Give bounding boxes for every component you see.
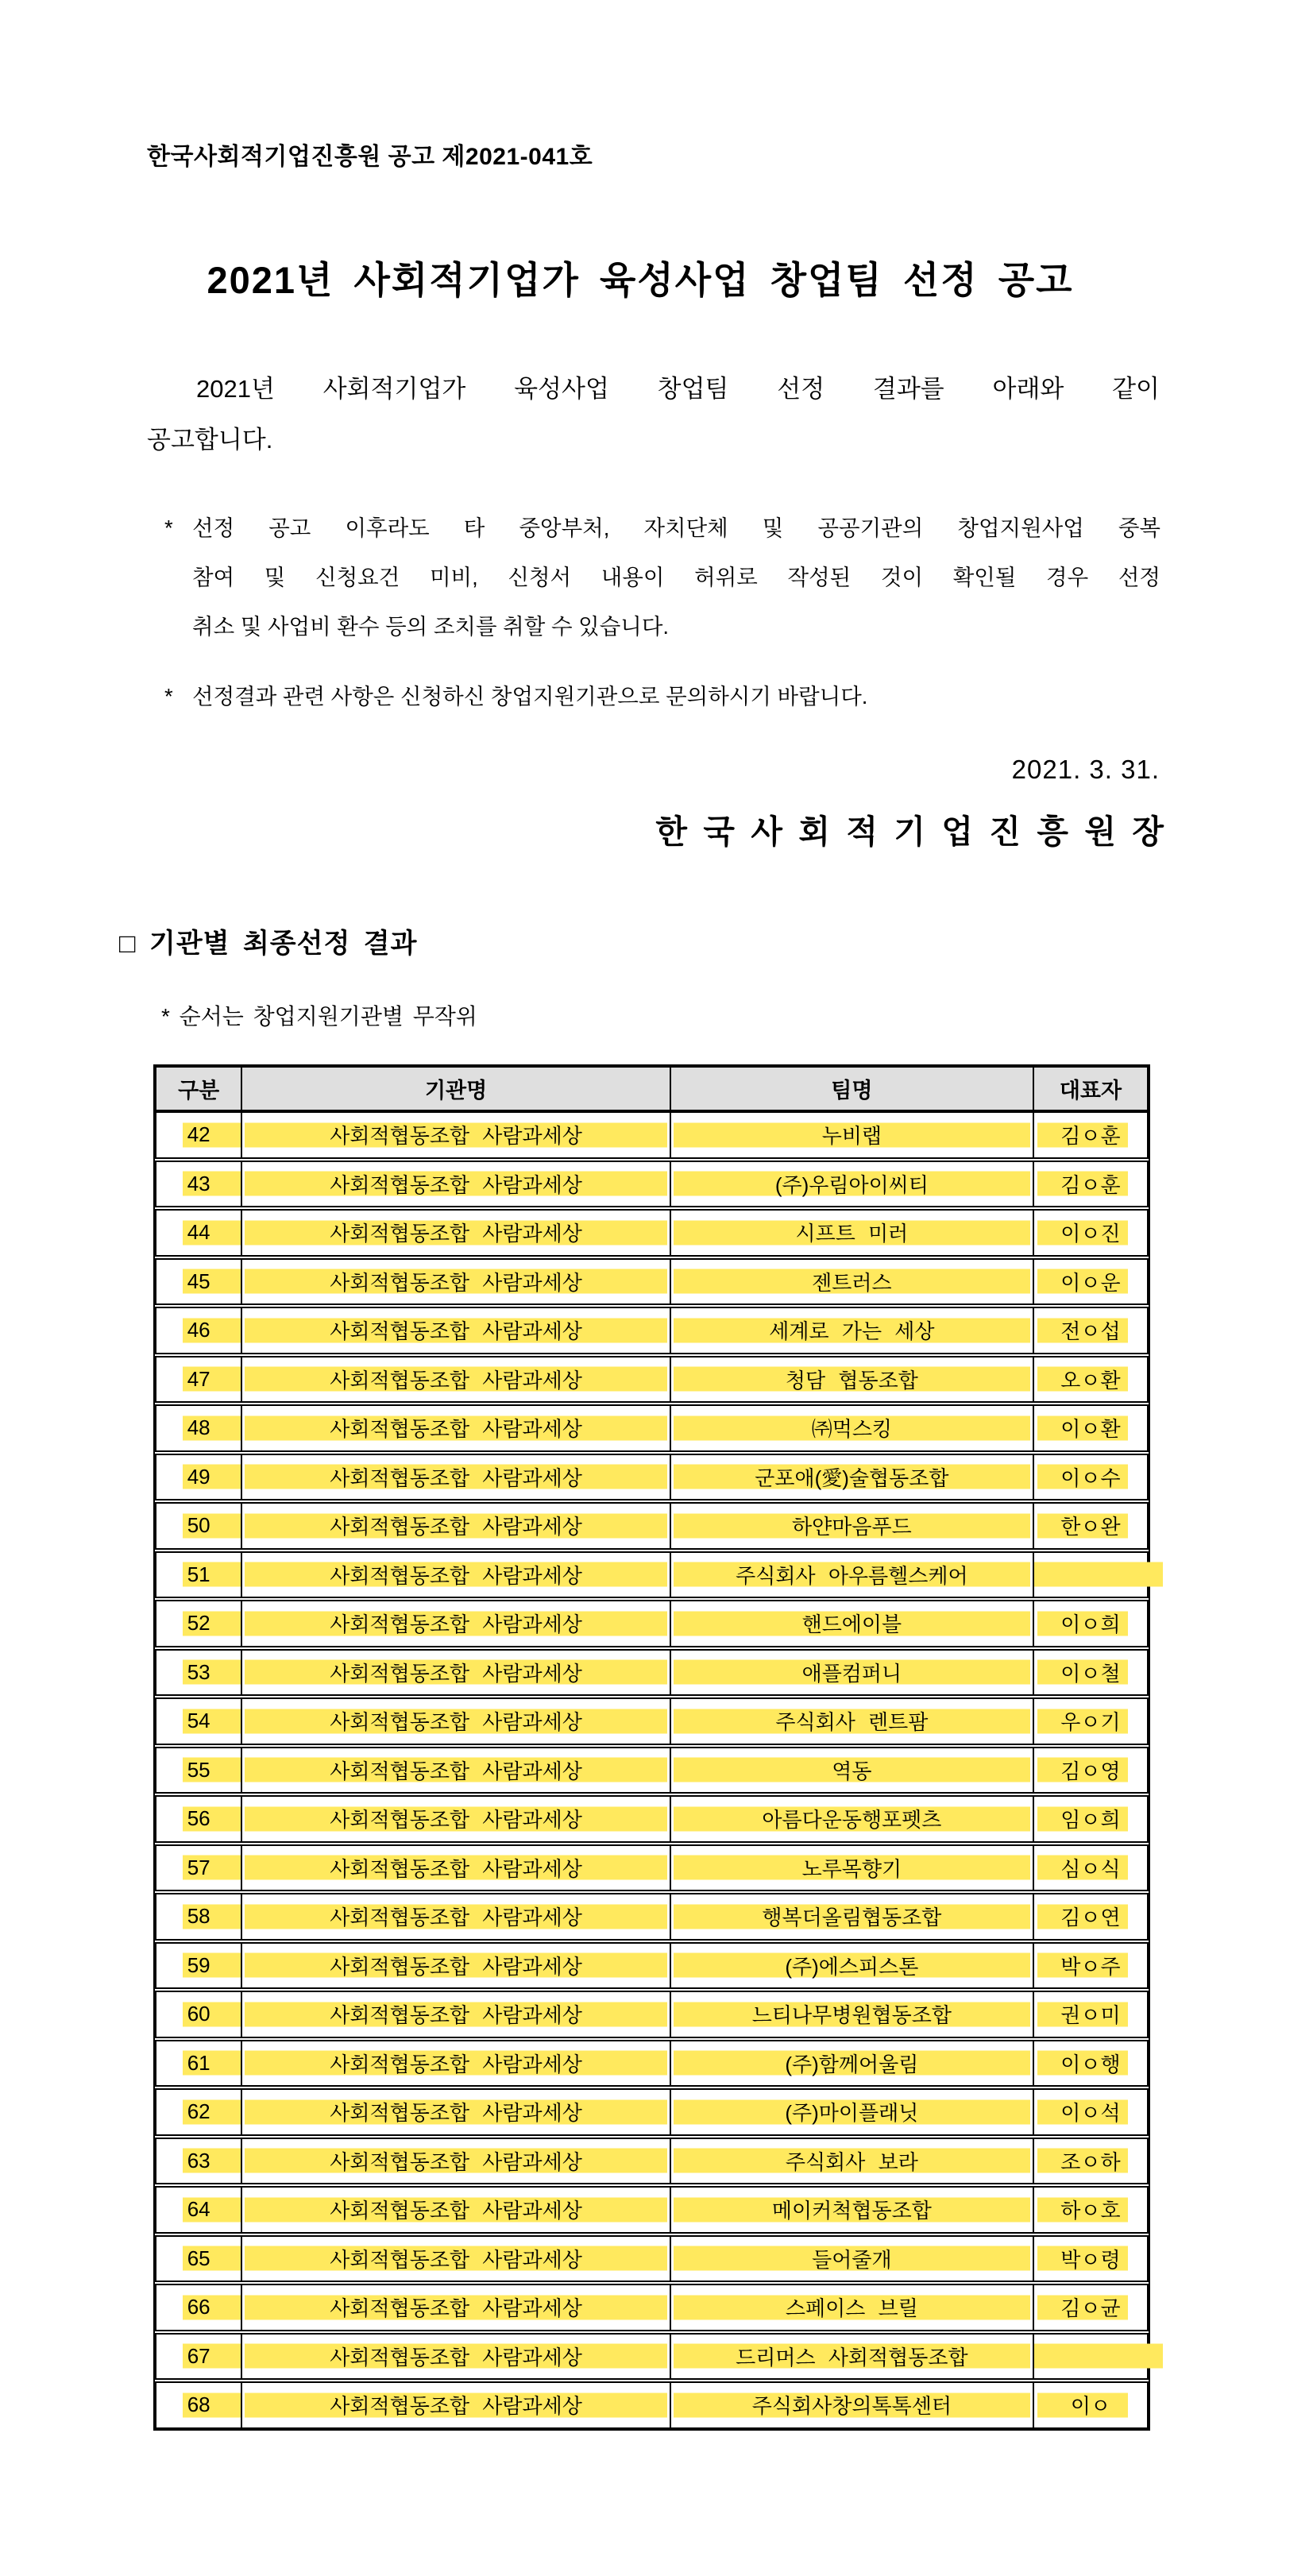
cell-team: (주)함께어울림 bbox=[670, 2041, 1033, 2086]
cell-rep: 이ㅇ수 bbox=[1033, 1455, 1147, 1500]
cell-org: 사회적협동조합 사람과세상 bbox=[241, 1406, 670, 1450]
cell-org: 사회적협동조합 사람과세상 bbox=[241, 2041, 670, 2086]
table-row bbox=[155, 1600, 1149, 1647]
table-row bbox=[155, 2235, 1149, 2283]
cell-team: 느티나무병원협동조합 bbox=[670, 1992, 1033, 2037]
table-row bbox=[155, 1893, 1149, 1941]
cell-team: 핸드에이블 bbox=[670, 1601, 1033, 1646]
cell-no: 53 bbox=[156, 1651, 241, 1695]
cell-no: 52 bbox=[156, 1601, 241, 1646]
cell-team: 주식회사 보라 bbox=[670, 2139, 1033, 2184]
cell-team: 메이커척협동조합 bbox=[670, 2188, 1033, 2232]
cell-rep: 김ㅇ훈 bbox=[1033, 1162, 1147, 1207]
cell-org: 사회적협동조합 사람과세상 bbox=[241, 2090, 670, 2134]
table-row bbox=[155, 1111, 1149, 1159]
cell-rep: 임ㅇ희 bbox=[1033, 1797, 1147, 1841]
cell-rep: 이ㅇ석 bbox=[1033, 2090, 1147, 2134]
cell-rep: 우ㅇ기 bbox=[1033, 1699, 1147, 1744]
table-header-row bbox=[155, 1066, 1149, 1111]
cell-rep: 박ㅇ령 bbox=[1033, 2237, 1147, 2281]
cell-no: 42 bbox=[156, 1113, 241, 1157]
cell-team: 젠트러스 bbox=[670, 1260, 1033, 1304]
announcement-date: 2021. 3. 31. bbox=[1011, 755, 1160, 784]
note-line: 참여 및 신청요건 미비, 신청서 내용이 허위로 작성된 것이 확인될 경우 선정 bbox=[192, 565, 1160, 589]
cell-no: 56 bbox=[156, 1797, 241, 1841]
cell-org: 사회적협동조합 사람과세상 bbox=[241, 1211, 670, 1255]
highlight-band bbox=[1034, 1562, 1163, 1587]
cell-team: 애플컴퍼니 bbox=[670, 1651, 1033, 1695]
cell-team: 세계로 가는 세상 bbox=[670, 1308, 1033, 1353]
table-row bbox=[155, 1551, 1149, 1599]
cell-rep: 김ㅇ균 bbox=[1033, 2285, 1147, 2330]
cell-no: 44 bbox=[156, 1211, 241, 1255]
cell-no: 43 bbox=[156, 1162, 241, 1207]
cell-org: 사회적협동조합 사람과세상 bbox=[241, 2383, 670, 2427]
cell-no: 57 bbox=[156, 1846, 241, 1890]
table-row bbox=[155, 2381, 1149, 2429]
table-row bbox=[155, 1502, 1149, 1550]
section-note: * 순서는 창업지원기관별 무작위 bbox=[161, 1004, 477, 1029]
cell-team: 주식회사 렌트팜 bbox=[670, 1699, 1033, 1744]
cell-org: 사회적협동조합 사람과세상 bbox=[241, 1748, 670, 1793]
cell-rep: 하ㅇ호 bbox=[1033, 2188, 1147, 2232]
cell-rep: 오ㅇ환 bbox=[1033, 1358, 1147, 1402]
cell-team: ㈜먹스킹 bbox=[670, 1406, 1033, 1450]
cell-rep: 이ㅇ행 bbox=[1033, 2041, 1147, 2086]
cell-org: 사회적협동조합 사람과세상 bbox=[241, 1944, 670, 1988]
cell-no: 62 bbox=[156, 2090, 241, 2134]
table-body bbox=[155, 1111, 1149, 2429]
header-cell-team: 팀명 bbox=[670, 1068, 1033, 1110]
cell-team: 주식회사창의톡톡센터 bbox=[670, 2383, 1033, 2427]
cell-no: 58 bbox=[156, 1894, 241, 1939]
results-table bbox=[153, 1064, 1150, 2431]
cell-team: 스페이스 브릴 bbox=[670, 2285, 1033, 2330]
note-inquiry bbox=[163, 672, 1160, 721]
table-row bbox=[155, 1356, 1149, 1404]
cell-rep: 김ㅇ연 bbox=[1033, 1894, 1147, 1939]
cell-org: 사회적협동조합 사람과세상 bbox=[241, 2237, 670, 2281]
cell-rep: 심ㅇ식 bbox=[1033, 1846, 1147, 1890]
note-line: 취소 및 사업비 환수 등의 조치를 취할 수 있습니다. bbox=[192, 614, 670, 639]
section-title: □ 기관별 최종선정 결과 bbox=[119, 929, 418, 959]
table-row bbox=[155, 1942, 1149, 1990]
cell-team: 청담 협동조합 bbox=[670, 1358, 1033, 1402]
header-cell-rep: 대표자 bbox=[1033, 1068, 1147, 1110]
cell-org: 사회적협동조합 사람과세상 bbox=[241, 1358, 670, 1402]
cell-no: 59 bbox=[156, 1944, 241, 1988]
asterisk-marker: * bbox=[164, 684, 173, 709]
cell-rep: 한ㅇ완 bbox=[1033, 1504, 1147, 1548]
cell-rep: 김ㅇ영 bbox=[1033, 1748, 1147, 1793]
cell-team: 아름다운동행포펫츠 bbox=[670, 1797, 1033, 1841]
body-paragraph-line: 2021년 사회적기업가 육성사업 창업팀 선정 결과를 아래와 같이 bbox=[196, 375, 1160, 403]
cell-rep bbox=[1033, 2335, 1147, 2379]
cell-org: 사회적협동조합 사람과세상 bbox=[241, 2285, 670, 2330]
cell-rep: 전ㅇ섭 bbox=[1033, 1308, 1147, 1353]
cell-org: 사회적협동조합 사람과세상 bbox=[241, 2139, 670, 2184]
cell-team: 들어줄개 bbox=[670, 2237, 1033, 2281]
cell-rep: 이ㅇ희 bbox=[1033, 1601, 1147, 1646]
cell-org: 사회적협동조합 사람과세상 bbox=[241, 1797, 670, 1841]
cell-rep: 조ㅇ하 bbox=[1033, 2139, 1147, 2184]
table-row bbox=[155, 2186, 1149, 2234]
table-row bbox=[155, 1844, 1149, 1892]
table-row bbox=[155, 1795, 1149, 1843]
cell-org: 사회적협동조합 사람과세상 bbox=[241, 1553, 670, 1597]
page-title: 2021년 사회적기업가 육성사업 창업팀 선정 공고 bbox=[207, 259, 1074, 301]
cell-rep: 이ㅇ bbox=[1033, 2383, 1147, 2427]
cell-no: 60 bbox=[156, 1992, 241, 2037]
cell-no: 61 bbox=[156, 2041, 241, 2086]
table-row bbox=[155, 1209, 1149, 1257]
table-row bbox=[155, 1747, 1149, 1794]
table-row bbox=[155, 1307, 1149, 1354]
note-duplicate-warning bbox=[163, 504, 1160, 651]
cell-no: 63 bbox=[156, 2139, 241, 2184]
note-line: 선정 공고 이후라도 타 중앙부처, 자치단체 및 공공기관의 창업지원사업 중복 bbox=[192, 516, 1160, 540]
table-row bbox=[155, 2333, 1149, 2381]
cell-rep: 박ㅇ주 bbox=[1033, 1944, 1147, 1988]
table-row bbox=[155, 1991, 1149, 2038]
cell-org: 사회적협동조합 사람과세상 bbox=[241, 1260, 670, 1304]
body-paragraph bbox=[147, 364, 1160, 465]
table-row bbox=[155, 2040, 1149, 2087]
cell-no: 66 bbox=[156, 2285, 241, 2330]
cell-org: 사회적협동조합 사람과세상 bbox=[241, 1699, 670, 1744]
cell-team: 드리머스 사회적협동조합 bbox=[670, 2335, 1033, 2379]
cell-org: 사회적협동조합 사람과세상 bbox=[241, 1894, 670, 1939]
cell-org: 사회적협동조합 사람과세상 bbox=[241, 2335, 670, 2379]
cell-org: 사회적협동조합 사람과세상 bbox=[241, 2188, 670, 2232]
cell-no: 51 bbox=[156, 1553, 241, 1597]
cell-team: 누비랩 bbox=[670, 1113, 1033, 1157]
body-paragraph-line: 공고합니다. bbox=[147, 426, 273, 454]
cell-team: 군포애(愛)술협동조합 bbox=[670, 1455, 1033, 1500]
note-line: 선정결과 관련 사항은 신청하신 창업지원기관으로 문의하시기 바랍니다. bbox=[192, 684, 868, 709]
cell-rep: 이ㅇ철 bbox=[1033, 1651, 1147, 1695]
cell-org: 사회적협동조합 사람과세상 bbox=[241, 1455, 670, 1500]
cell-no: 46 bbox=[156, 1308, 241, 1353]
cell-org: 사회적협동조합 사람과세상 bbox=[241, 1113, 670, 1157]
cell-no: 54 bbox=[156, 1699, 241, 1744]
table-row bbox=[155, 1697, 1149, 1745]
cell-no: 67 bbox=[156, 2335, 241, 2379]
table-row bbox=[155, 2284, 1149, 2331]
cell-org: 사회적협동조합 사람과세상 bbox=[241, 1162, 670, 1207]
cell-org: 사회적협동조합 사람과세상 bbox=[241, 1651, 670, 1695]
cell-org: 사회적협동조합 사람과세상 bbox=[241, 1992, 670, 2037]
cell-org: 사회적협동조합 사람과세상 bbox=[241, 1504, 670, 1548]
cell-team: (주)우림아이씨티 bbox=[670, 1162, 1033, 1207]
cell-no: 65 bbox=[156, 2237, 241, 2281]
cell-rep: 이ㅇ운 bbox=[1033, 1260, 1147, 1304]
cell-team: 행복더올림협동조합 bbox=[670, 1894, 1033, 1939]
cell-no: 45 bbox=[156, 1260, 241, 1304]
cell-no: 64 bbox=[156, 2188, 241, 2232]
table-row bbox=[155, 2088, 1149, 2136]
table-row bbox=[155, 1258, 1149, 1306]
cell-rep bbox=[1033, 1553, 1147, 1597]
table-row bbox=[155, 1404, 1149, 1452]
table-row bbox=[155, 1161, 1149, 1208]
cell-org: 사회적협동조합 사람과세상 bbox=[241, 1601, 670, 1646]
cell-team: 노루목향기 bbox=[670, 1846, 1033, 1890]
cell-no: 49 bbox=[156, 1455, 241, 1500]
cell-no: 47 bbox=[156, 1358, 241, 1402]
notice-number: 한국사회적기업진흥원 공고 제2021-041호 bbox=[147, 144, 593, 170]
header-cell-org: 기관명 bbox=[241, 1068, 670, 1110]
cell-org: 사회적협동조합 사람과세상 bbox=[241, 1846, 670, 1890]
cell-no: 68 bbox=[156, 2383, 241, 2427]
cell-rep: 이ㅇ환 bbox=[1033, 1406, 1147, 1450]
cell-no: 48 bbox=[156, 1406, 241, 1450]
cell-team: (주)마이플래닛 bbox=[670, 2090, 1033, 2134]
cell-team: 하얀마음푸드 bbox=[670, 1504, 1033, 1548]
table-row bbox=[155, 1649, 1149, 1697]
cell-team: 주식회사 아우름헬스케어 bbox=[670, 1553, 1033, 1597]
table-row bbox=[155, 1454, 1149, 1501]
cell-no: 55 bbox=[156, 1748, 241, 1793]
cell-team: 시프트 미러 bbox=[670, 1211, 1033, 1255]
cell-rep: 김ㅇ훈 bbox=[1033, 1113, 1147, 1157]
cell-rep: 이ㅇ진 bbox=[1033, 1211, 1147, 1255]
table-row bbox=[155, 2138, 1149, 2185]
highlight-band bbox=[1034, 2344, 1163, 2369]
cell-org: 사회적협동조합 사람과세상 bbox=[241, 1308, 670, 1353]
cell-team: (주)에스피스톤 bbox=[670, 1944, 1033, 1988]
header-cell-no: 구분 bbox=[156, 1068, 241, 1110]
cell-rep: 권ㅇ미 bbox=[1033, 1992, 1147, 2037]
cell-team: 역동 bbox=[670, 1748, 1033, 1793]
signature-org-head: 한 국 사 회 적 기 업 진 흥 원 장 bbox=[655, 813, 1165, 850]
cell-no: 50 bbox=[156, 1504, 241, 1548]
asterisk-marker: * bbox=[164, 516, 173, 540]
